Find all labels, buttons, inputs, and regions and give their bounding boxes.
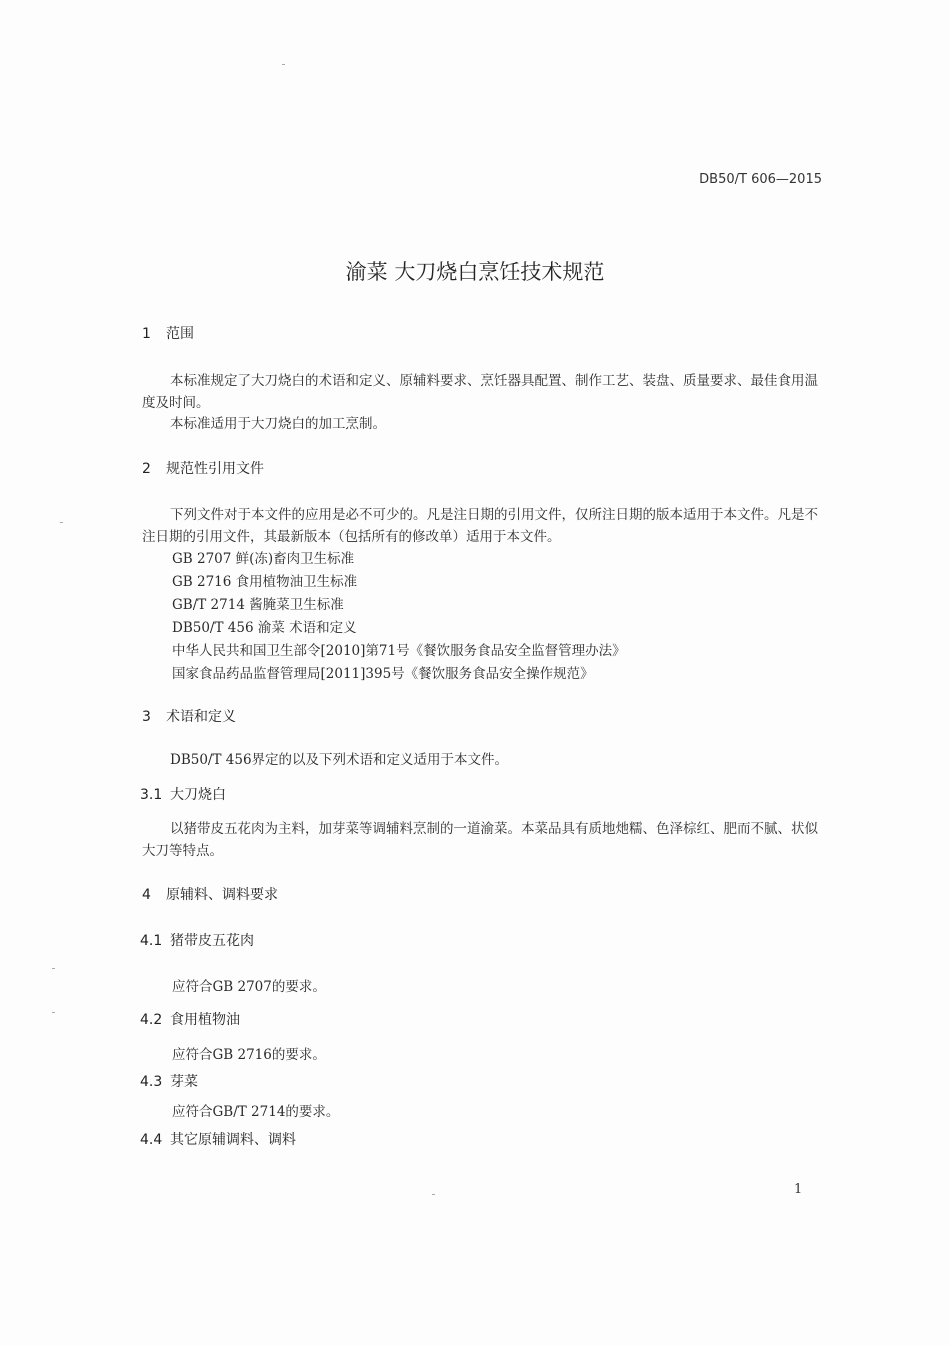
section-3-1-paragraph: 以猪带皮五花肉为主料，加芽菜等调辅料烹制的一道渝菜。本菜品具有质地灺糯、色泽棕红、肥而不腻、状似大刀等特点。 [142,821,818,859]
reference-item: 中华人民共和国卫生部令[2010]第71号《餐饮服务食品安全监督管理办法》 [172,643,626,659]
reference-item: GB 2716 食用植物油卫生标准 [172,574,358,590]
reference-item: 国家食品药品监督管理局[2011]395号《餐饮服务食品安全操作规范》 [172,666,594,682]
section-title: 术语和定义 [166,709,236,725]
section-title: 芽菜 [170,1074,198,1090]
section-title: 大刀烧白 [170,787,226,803]
section-3-heading [142,706,236,726]
scan-speck [52,968,55,969]
section-number: 2 [142,461,151,477]
scan-speck [432,1194,435,1195]
reference-item: DB50/T 456 渝菜 术语和定义 [172,620,357,636]
section-number: 1 [142,326,151,342]
reference-item: GB/T 2714 酱腌菜卫生标准 [172,597,344,613]
section-title: 猪带皮五花肉 [170,933,254,949]
section-3-paragraph-1: DB50/T 456界定的以及下列术语和定义适用于本文件。 [170,752,509,768]
scan-speck [52,1012,55,1013]
section-number: 4.3 [140,1074,163,1090]
section-number: 4 [142,887,151,903]
section-title: 其它原辅调料、调料 [170,1132,296,1148]
document-title: 渝菜 大刀烧白烹饪技术规范 [345,260,605,284]
section-title: 规范性引用文件 [166,461,264,477]
section-title: 食用植物油 [170,1012,240,1028]
section-number: 4.2 [140,1012,163,1028]
section-4-heading [142,884,278,904]
section-1-heading [142,323,194,343]
section-4-3-paragraph: 应符合GB/T 2714的要求。 [172,1104,340,1120]
page-number: 1 [794,1182,803,1197]
section-2-paragraph-1: 下列文件对于本文件的应用是必不可少的。凡是注日期的引用文件，仅所注日期的版本适用于本文件。凡是不注日期的引用文件，其最新版本（包括所有的修改单）适用于本文件。 [142,507,818,545]
scan-speck [60,522,63,523]
section-title: 范围 [166,326,194,342]
section-4-3-heading [140,1071,198,1091]
section-number: 4.1 [140,933,163,949]
section-2-heading [142,458,264,478]
section-4-1-heading [140,930,254,950]
section-1-paragraph-1: 本标准规定了大刀烧白的术语和定义、原辅料要求、烹饪器具配置、制作工艺、装盘、质量要求、最佳食用温度及时间。 [142,373,818,411]
section-3-1-heading [140,784,226,804]
section-title: 原辅料、调料要求 [166,887,278,903]
section-number: 3.1 [140,787,163,803]
scan-speck [282,64,285,65]
section-4-2-heading [140,1009,240,1029]
section-1-paragraph-2: 本标准适用于大刀烧白的加工烹制。 [170,416,386,432]
standard-code: DB50/T 606—2015 [699,172,822,187]
section-4-1-paragraph: 应符合GB 2707的要求。 [172,979,326,995]
section-4-2-paragraph: 应符合GB 2716的要求。 [172,1047,326,1063]
section-number: 4.4 [140,1132,163,1148]
section-number: 3 [142,709,151,725]
reference-item: GB 2707 鲜(冻)畜肉卫生标准 [172,551,355,567]
section-4-4-heading [140,1129,296,1149]
